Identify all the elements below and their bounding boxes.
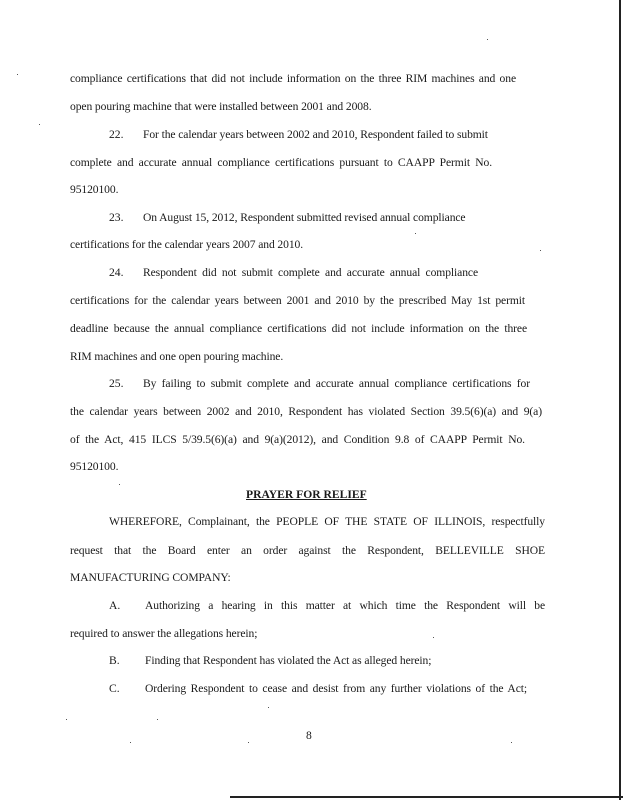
text-line: MANUFACTURING COMPANY: [70, 571, 231, 584]
scan-speck [248, 742, 249, 743]
scan-speck [433, 637, 434, 638]
scan-speck [119, 484, 120, 485]
text-line: the calendar years between 2002 and 2010, Respondent has violated Section 39.5(6)(a) and 9(a) [70, 405, 542, 418]
scan-speck [540, 250, 541, 251]
list-marker: A. [109, 599, 121, 612]
scan-speck [66, 719, 67, 720]
scan-speck [511, 742, 512, 743]
text-line: certifications for the calendar years between 2001 and 2010 by the prescribed May 1st permit [70, 294, 525, 307]
text-line: open pouring machine that were installed between 2001 and 2008. [70, 100, 372, 113]
paragraph-number: 24. [109, 266, 124, 279]
text-line: Ordering Respondent to cease and desist from any further violations of the Act; [145, 682, 527, 695]
text-line: 95120100. [70, 183, 119, 196]
text-line: For the calendar years between 2002 and 2010, Respondent failed to submit [143, 128, 488, 141]
page-number: 8 [306, 729, 312, 742]
scan-speck [415, 233, 416, 234]
section-heading: PRAYER FOR RELIEF [246, 488, 367, 501]
scan-border-bottom [230, 796, 623, 798]
text-line: By failing to submit complete and accurate annual compliance certifications for [143, 377, 530, 390]
text-line: Authorizing a hearing in this matter at which time the Respondent will be [145, 599, 545, 612]
text-line: WHEREFORE, Complainant, the PEOPLE OF THE STATE OF ILLINOIS, respectfully [109, 515, 545, 528]
text-line: Finding that Respondent has violated the Act as alleged herein; [145, 654, 432, 667]
text-line: request that the Board enter an order against the Respondent, BELLEVILLE SHOE [70, 544, 545, 557]
text-line: On August 15, 2012, Respondent submitted revised annual compliance [143, 211, 466, 224]
scan-speck [487, 39, 488, 40]
text-line: 95120100. [70, 460, 119, 473]
text-line: certifications for the calendar years 2007 and 2010. [70, 238, 304, 251]
text-line: Respondent did not submit complete and accurate annual compliance [143, 266, 478, 279]
text-line: complete and accurate annual compliance certifications pursuant to CAAPP Permit No. [70, 156, 492, 169]
list-marker: C. [109, 682, 120, 695]
paragraph-number: 23. [109, 211, 124, 224]
paragraph-number: 25. [109, 377, 124, 390]
list-marker: B. [109, 654, 120, 667]
scan-speck [39, 124, 40, 125]
scan-border-right [619, 0, 621, 800]
scan-speck [157, 719, 158, 720]
paragraph-number: 22. [109, 128, 124, 141]
text-line: RIM machines and one open pouring machine. [70, 350, 284, 363]
scan-speck [17, 74, 18, 75]
text-line: of the Act, 415 ILCS 5/39.5(6)(a) and 9(a)(2012), and Condition 9.8 of CAAPP Permit No. [70, 433, 525, 446]
text-line: compliance certifications that did not include information on the three RIM machines and one [70, 72, 516, 85]
text-line: required to answer the allegations herein; [70, 627, 258, 640]
scan-speck [268, 707, 269, 708]
scan-speck [130, 742, 131, 743]
text-line: deadline because the annual compliance certifications did not include information on the three [70, 322, 527, 335]
